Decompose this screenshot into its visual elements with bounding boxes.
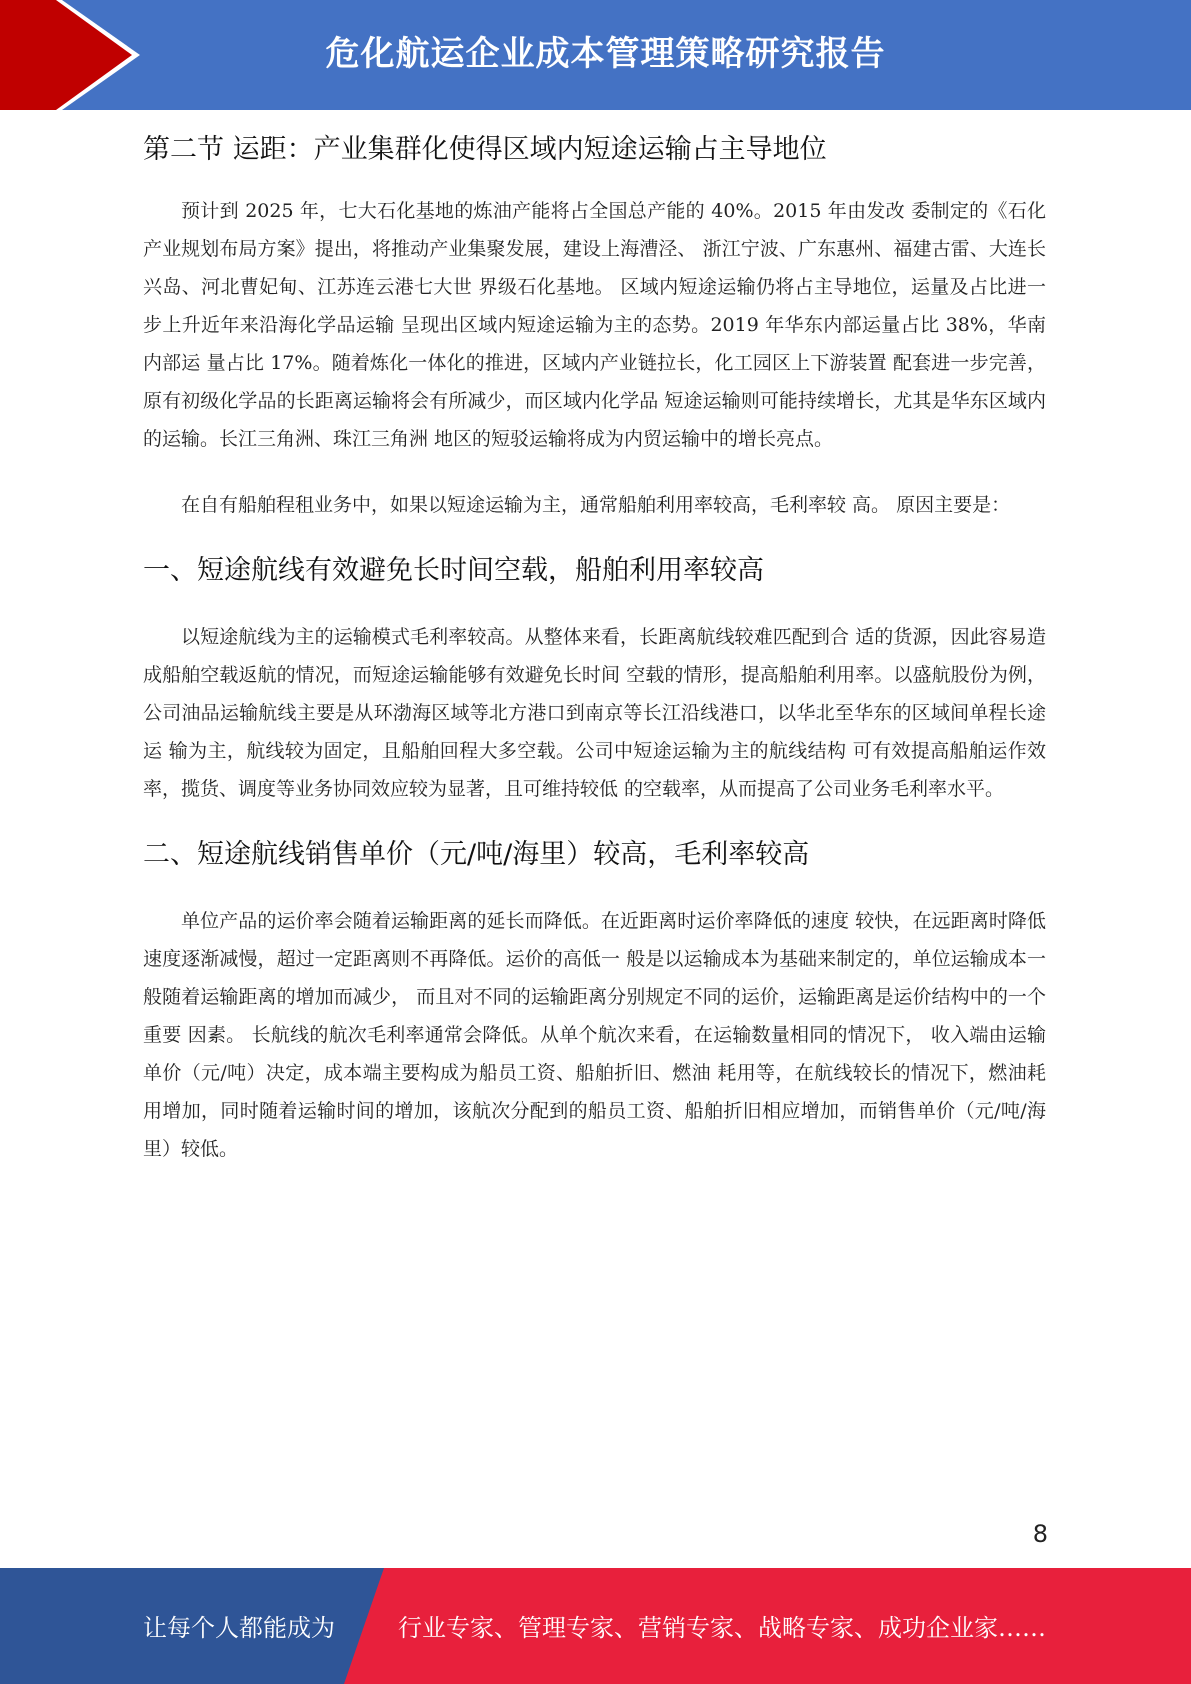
footer-slogan-right: 行业专家、管理专家、营销专家、战略专家、成功企业家……	[398, 1614, 1046, 1642]
subsection-paragraph-1: 以短途航线为主的运输模式毛利率较高。从整体来看，长距离航线较难匹配到合 适的货源，因此容易造成船舶空载返航的情况，而短途运输能够有效避免长时间 空载的情形，提高船舶利用率。以盛航股份为例，公司油品运输航线主要是从环渤海区域等北方港口到南京等长江沿线港口，以华北至华东的区域间单程长途运 输为主，航线较为固定，且船舶回程大多空载。公司中短途运输为主的航线结构 可有效提高船舶运作效率，揽货、调度等业务协同效应较为显著，且可维持较低 的空载率，从而提高了公司业务毛利率水平。	[143, 626, 1046, 800]
subsection-paragraph-2: 单位产品的运价率会随着运输距离的延长而降低。在近距离时运价率降低的速度 较快，在远距离时降低速度逐渐减慢，超过一定距离则不再降低。运价的高低一 般是以运输成本为基础来制定的，单位运输成本一般随着运输距离的增加而减少， 而且对不同的运输距离分别规定不同的运价，运输距离是运价结构中的一个重要 因素。 长航线的航次毛利率通常会降低。从单个航次来看，在运输数量相同的情况下， 收入端由运输单价（元/吨）决定，成本端主要构成为船员工资、船舶折旧、燃油 耗用等，在航线较长的情况下，燃油耗用增加，同时随着运输时间的增加，该航次分配到的船员工资、船舶折旧相应增加，而销售单价（元/吨/海里）较低。	[143, 910, 1046, 1160]
subsection-title-2: 二、短途航线销售单价（元/吨/海里）较高，毛利率较高	[143, 839, 810, 870]
section-paragraph-1: 预计到 2025 年，七大石化基地的炼油产能将占全国总产能的 40%。2015 年由发改 委制定的《石化产业规划布局方案》提出，将推动产业集聚发展，建设上海漕泾、 浙江宁波、广东惠州、福建古雷、大连长兴岛、河北曹妃甸、江苏连云港七大世 界级石化基地。 区域内短途运输仍将占主导地位，运量及占比进一步上升近年来沿海化学品运输 呈现出区域内短途运输为主的态势。2019 年华东内部运量占比 38%，华南内部运 量占比 17%。随着炼化一体化的推进，区域内产业链拉长，化工园区上下游装置 配套进一步完善，原有初级化学品的长距离运输将会有所减少，而区域内化学品 短途运输则可能持续增长，尤其是华东区域内的运输。长江三角洲、珠江三角洲 地区的短驳运输将成为内贸运输中的增长亮点。	[143, 200, 1046, 450]
footer-slogan-left: 让每个人都能成为	[143, 1614, 335, 1642]
section-paragraph-2: 在自有船舶程租业务中，如果以短途运输为主，通常船舶利用率较高，毛利率较 高。 原因主要是：	[181, 494, 1011, 516]
header-banner	[0, 0, 1191, 110]
page-number: 8	[1032, 1520, 1048, 1548]
footer-banner	[0, 1568, 1191, 1684]
subsection-title-1: 一、短途航线有效避免长时间空载，船舶利用率较高	[143, 555, 764, 586]
report-title: 危化航运企业成本管理策略研究报告	[325, 34, 886, 74]
main-content	[143, 130, 1046, 1168]
section-title: 第二节 运距：产业集群化使得区域内短途运输占主导地位	[143, 134, 827, 165]
